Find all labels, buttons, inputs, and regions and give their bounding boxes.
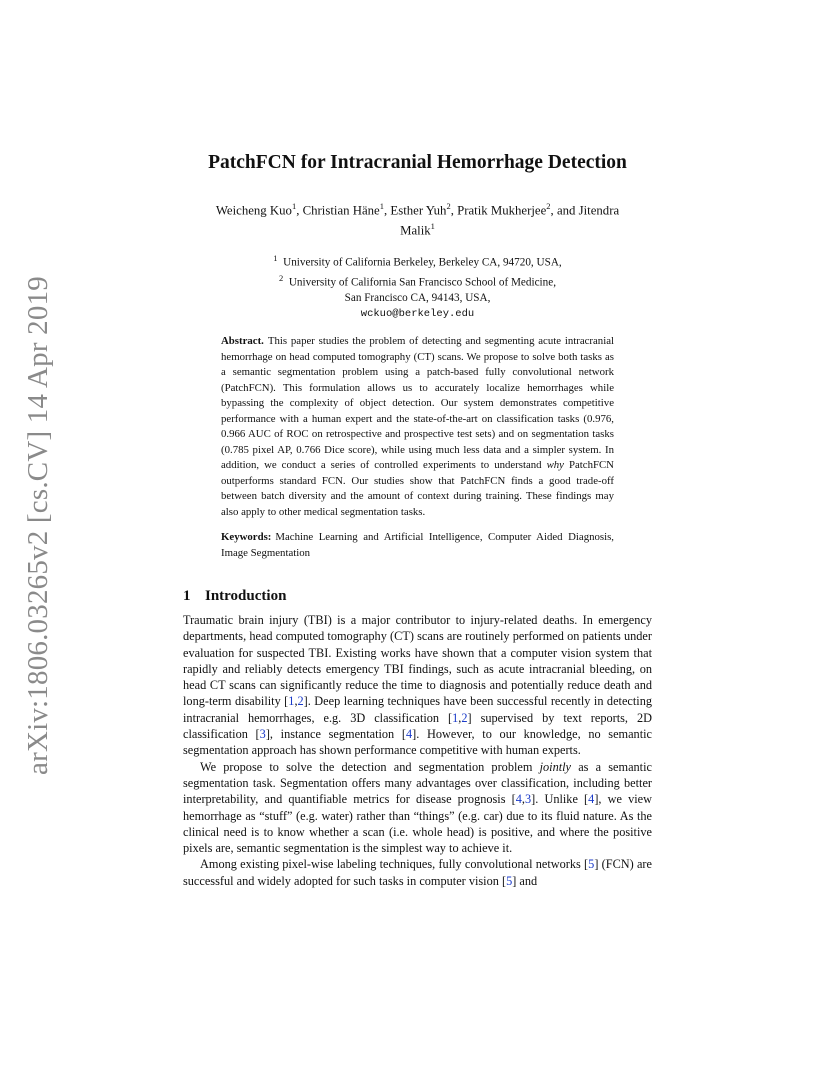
author-name: Esther Yuh: [390, 203, 447, 218]
citation-link[interactable]: 3: [524, 792, 532, 807]
author-list: Weicheng Kuo$^1$, Christian Häne$^1$, Esther Yuh$^2$, Pratik Mukherjee$^2$, and Jitendra Malik$^1$: [215, 201, 620, 238]
affiliation-3: San Francisco CA, 94143, USA,: [344, 292, 491, 304]
affiliation-2: $^2$ University of California San Francisco School of Medicine,: [278, 272, 557, 289]
intro-paragraph-3: Among existing pixel-wise labeling techniques, fully convolutional networks [5] (FCN) are successful and widely adopted for such tasks in computer vision [5] and: [183, 857, 652, 888]
author-name: Christian Häne: [302, 203, 380, 218]
section-title: Introduction: [205, 588, 287, 604]
citation-link[interactable]: 1: [452, 710, 459, 725]
section-number: 1: [183, 588, 191, 604]
paper-page: [183, 150, 652, 889]
affiliations: [183, 251, 652, 322]
abstract-label: Abstract.: [221, 335, 264, 347]
section-heading-introduction: [183, 586, 652, 606]
citation-link[interactable]: 5: [588, 857, 595, 872]
citation-link[interactable]: 3: [259, 727, 266, 742]
citation-link[interactable]: 2: [297, 694, 304, 709]
arxiv-sidebar: [21, 275, 54, 775]
contact-email[interactable]: wckuo@berkeley.edu: [360, 307, 475, 320]
citation-link[interactable]: 1: [288, 694, 295, 709]
intro-paragraph-1: Traumatic brain injury (TBI) is a major contributor to injury-related deaths. In emergency departments, head computed tomography (CT) scans are routinely performed on patients under evaluation for suspected TBI. Existing works have shown that a computer vision system that rapidly and reliably detects emergency TBI findings, such as acute intracranial bleeding, on head CT scans can significantly reduce the time to diagnosis and potentially reduce death and long-term disability [1,2]. Deep learning techniques have been successful recently in detecting intracranial hemorrhages, e.g. 3D classification [1,2] supervised by text reports, 2D classification [3], instance segmentation [4]. However, to our knowledge, no semantic segmentation approach has shown performance competitive with human experts.: [183, 613, 652, 758]
arxiv-identifier: arXiv:1806.03265v2 [cs.CV] 14 Apr 2019: [21, 275, 54, 775]
citation-link[interactable]: 2: [461, 710, 468, 725]
citation-link[interactable]: 4: [588, 792, 595, 807]
paper-title: PatchFCN for Intracranial Hemorrhage Detection: [208, 152, 627, 173]
citation-link[interactable]: 5: [506, 873, 513, 888]
citation-link[interactable]: 4: [515, 792, 522, 807]
abstract: Abstract. This paper studies the problem of detecting and segmenting acute intracranial hemorrhage on head computed tomography (CT) scans. We propose to solve both tasks as a semantic segmentation problem using a patch-based fully convolutional network (PatchFCN). This formulation allows us to accurately localize hemorrhages while bypassing the complexity of object detection. Our system demonstrates competitive performance with a human expert and the state-of-the-art on classification tasks (0.976, 0.966 AUC of ROC on retrospective and prospective test sets) and on segmentation tasks (0.785 pixel AP, 0.766 Dice score), while using much less data and a simpler system. In addition, we conduct a series of controlled experiments to understand why PatchFCN outperforms standard FCN. Our studies show that PatchFCN finds a good trade-off between batch diversity and the amount of context during training. These findings may also apply to other medical segmentation tasks.: [221, 335, 614, 518]
author-name: Weicheng Kuo: [215, 203, 292, 218]
keywords: Keywords: Machine Learning and Artificial Intelligence, Computer Aided Diagnosis, Image Segmentation: [221, 531, 614, 559]
intro-paragraph-2: We propose to solve the detection and segmentation problem jointly as a semantic segmentation task. Segmentation offers many advantages over classification, including better interpretability, and quantifiable metrics for disease prognosis [4,3]. Unlike [4], we view hemorrhage as “stuff” (e.g. water) rather than “things” (e.g. car) due to its fluid nature. As the clinical need is to know whether a scan (i.e. whole head) is positive, and where the positive pixels are, semantic segmentation is the simplest way to achieve it.: [183, 759, 652, 856]
keywords-label: Keywords:: [221, 531, 272, 543]
affiliation-1: $^1$ University of California Berkeley, Berkeley CA, 94720, USA,: [273, 252, 562, 269]
author-name: Pratik Mukherjee: [457, 203, 547, 218]
author-name: Jitendra Malik: [400, 203, 620, 238]
citation-link[interactable]: 4: [405, 727, 413, 742]
